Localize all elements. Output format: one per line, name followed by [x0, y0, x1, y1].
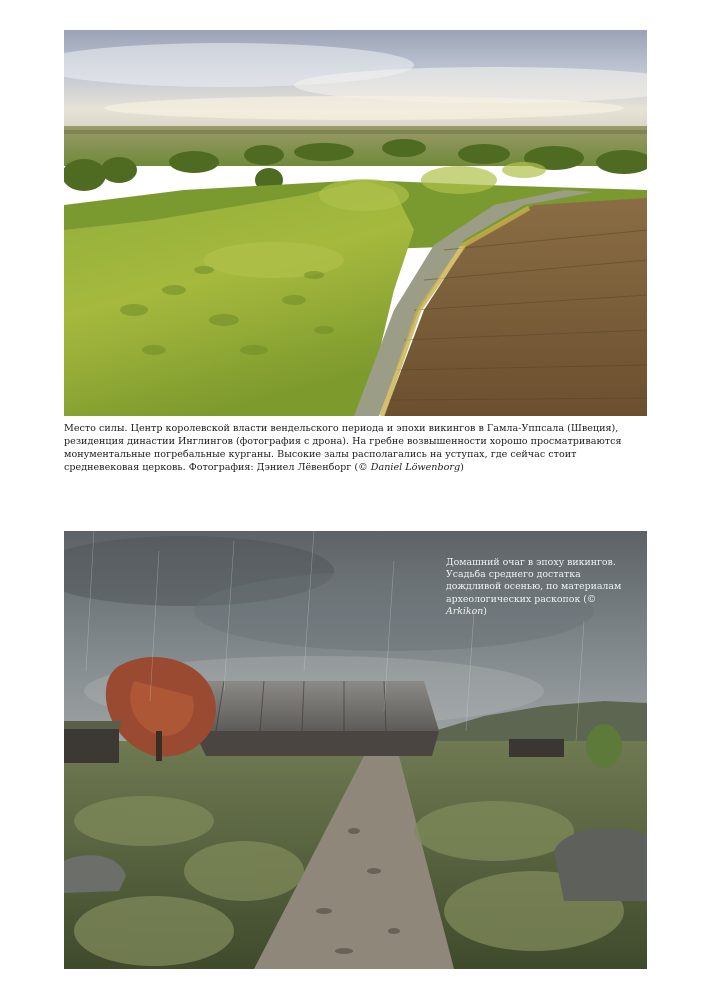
top-caption-closing: ): [460, 462, 464, 473]
photo-burial-mounds: [64, 30, 647, 416]
bottom-caption-text: Домашний очаг в эпоху викингов. Усадьба среднего достатка дождливой осенью, по материалам археологических раскопок (©: [446, 557, 622, 605]
top-caption-text: Место силы. Центр королевской власти вендельского периода и эпохи викингов в Гамла-Уппсала (Швеция), резиденция династии Инглингов (фотография с дрона). На гребне возвышенности хорошо просматриваются монументальные погребальные курганы. Высокие залы располагались на уступах, где сейчас стоит средневековая церковь. Фотография: Дэниел Лёвенборг (©: [64, 423, 622, 473]
top-caption-credit: Daniel Löwenborg: [370, 462, 461, 473]
bottom-photo-caption: [446, 557, 636, 618]
aerial-landscape-illustration: [64, 30, 647, 416]
bottom-caption-closing: ): [483, 605, 487, 617]
top-photo-caption: [64, 422, 647, 474]
bottom-caption-credit: Arkikon: [446, 605, 484, 617]
